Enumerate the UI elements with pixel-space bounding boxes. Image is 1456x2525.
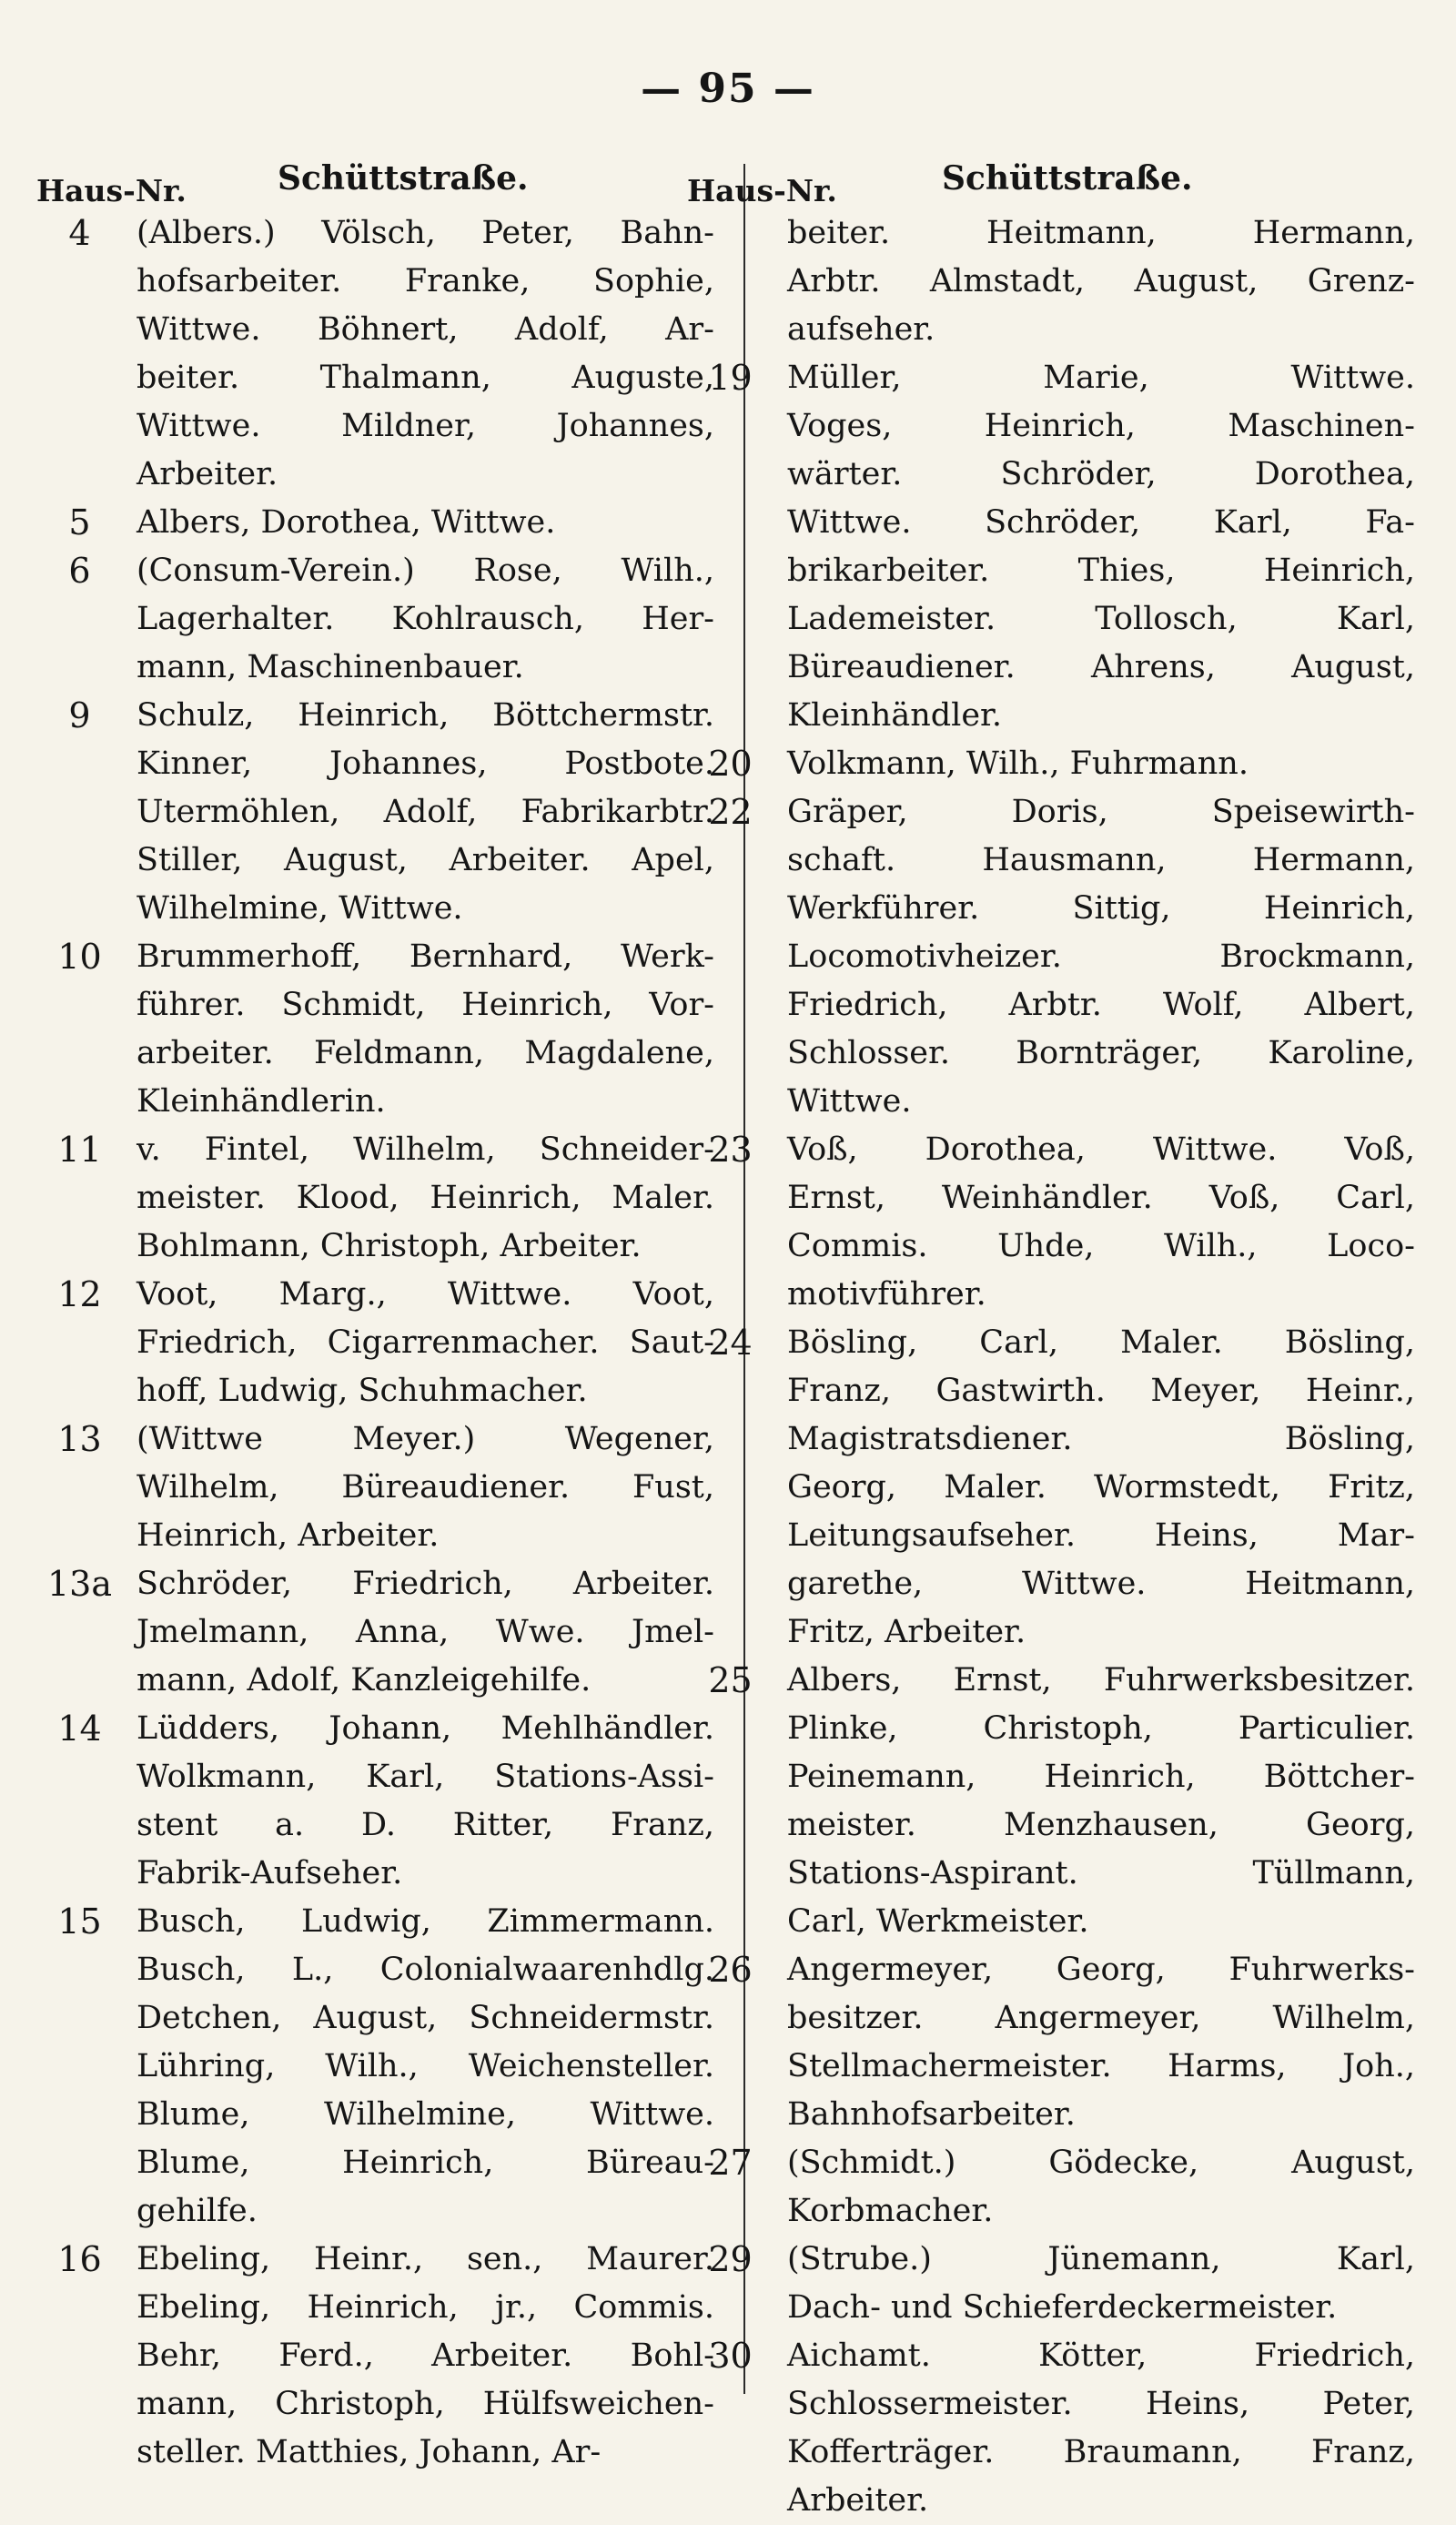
entry-line: Behr, Ferd., Arbeiter. Bohl- <box>136 2337 714 2374</box>
directory-entry <box>36 209 714 499</box>
directory-entry <box>36 1126 714 1271</box>
house-number: 9 <box>68 695 91 735</box>
house-number: 26 <box>708 1950 753 1990</box>
entry-line: Schulz, Heinrich, Böttchermstr. <box>136 697 714 734</box>
street-heading: Schüttstraße. <box>942 159 1193 198</box>
directory-entry <box>36 499 714 547</box>
entry-line: besitzer. Angermeyer, Wilhelm, <box>787 2000 1415 2036</box>
entry-line: Utermöhlen, Adolf, Fabrikarbtr. <box>136 794 714 830</box>
entry-line: Peinemann, Heinrich, Böttcher- <box>787 1759 1415 1795</box>
continuation-entry <box>687 209 1415 354</box>
entry-line: Wilhelmine, Wittwe. <box>136 890 463 927</box>
entry-line: Kleinhändlerin. <box>136 1083 386 1120</box>
entry-line: Korbmacher. <box>787 2193 994 2229</box>
directory-entry <box>36 692 714 933</box>
entry-line: Schlosser. Bornträger, Karoline, <box>787 1035 1415 1071</box>
entry-line: Busch, L., Colonialwaarenhdlg. <box>136 1952 714 1988</box>
entry-line: beiter. Thalmann, Auguste, <box>136 360 714 396</box>
entry-line: Commis. Uhde, Wilh., Loco- <box>787 1228 1415 1264</box>
directory-entry <box>36 1898 714 2236</box>
entry-line: Leitungsaufseher. Heins, Mar- <box>787 1517 1415 1554</box>
entry-line: garethe, Wittwe. Heitmann, <box>787 1566 1415 1602</box>
entry-line: hoff, Ludwig, Schuhmacher. <box>136 1373 588 1409</box>
directory-entry <box>687 1319 1415 1657</box>
entry-line: Kleinhändler. <box>787 697 1003 734</box>
entry-line: Georg, Maler. Wormstedt, Fritz, <box>787 1469 1415 1506</box>
entry-line: Wittwe. Böhnert, Adolf, Ar- <box>136 311 714 348</box>
house-number: 14 <box>57 1709 102 1749</box>
entry-line: beiter. Heitmann, Hermann, <box>787 215 1415 251</box>
entry-line: hofsarbeiter. Franke, Sophie, <box>136 263 714 299</box>
entry-line: Kinner, Johannes, Postbote. <box>136 745 714 782</box>
house-number-heading: Haus-Nr. <box>687 173 837 208</box>
house-number: 23 <box>708 1130 753 1170</box>
entry-line: Voß, Dorothea, Wittwe. Voß, <box>787 1131 1415 1168</box>
house-number: 30 <box>708 2336 753 2376</box>
directory-entry <box>687 740 1415 788</box>
house-number: 13a <box>46 1564 112 1604</box>
entry-line: mann, Adolf, Kanzleigehilfe. <box>136 1662 592 1699</box>
entry-line: Aichamt. Kötter, Friedrich, <box>787 2337 1415 2374</box>
entry-line: Voges, Heinrich, Maschinen- <box>787 408 1415 444</box>
entry-line: Fritz, Arbeiter. <box>787 1614 1026 1650</box>
house-number: 16 <box>57 2239 102 2279</box>
entry-line: (Consum-Verein.) Rose, Wilh., <box>136 553 714 589</box>
entry-line: Wilhelm, Büreaudiener. Fust, <box>136 1469 714 1506</box>
house-number: 20 <box>708 744 753 784</box>
entry-line: Lagerhalter. Kohlrausch, Her- <box>136 601 714 637</box>
entry-line: Dach- und Schieferdeckermeister. <box>787 2289 1338 2326</box>
entry-line: Stiller, August, Arbeiter. Apel, <box>136 842 714 878</box>
directory-entry <box>687 2139 1415 2236</box>
entry-line: meister. Klood, Heinrich, Maler. <box>136 1180 714 1216</box>
entry-line: Büreaudiener. Ahrens, August, <box>787 649 1415 685</box>
entry-line: Schröder, Friedrich, Arbeiter. <box>136 1566 714 1602</box>
directory-entry <box>36 933 714 1126</box>
directory-entry <box>687 1126 1415 1319</box>
left-column <box>36 155 714 2477</box>
house-number: 27 <box>708 2143 753 2183</box>
entry-line: mann, Christoph, Hülfsweichen- <box>136 2386 714 2422</box>
entry-line: Busch, Ludwig, Zimmermann. <box>136 1903 714 1940</box>
house-number: 15 <box>57 1901 102 1942</box>
entry-line: Fabrik-Aufseher. <box>136 1855 403 1891</box>
directory-entry <box>687 2332 1415 2525</box>
house-number: 6 <box>68 551 91 591</box>
entry-line: Friedrich, Arbtr. Wolf, Albert, <box>787 987 1415 1023</box>
entry-line: (Schmidt.) Gödecke, August, <box>787 2145 1415 2181</box>
entry-line: Carl, Werkmeister. <box>787 1903 1089 1940</box>
house-number: 22 <box>708 792 753 832</box>
entry-line: v. Fintel, Wilhelm, Schneider- <box>136 1131 714 1168</box>
directory-entry <box>36 1560 714 1705</box>
street-heading: Schüttstraße. <box>278 159 529 198</box>
house-number: 5 <box>68 502 91 543</box>
entry-line: Müller, Marie, Wittwe. <box>787 360 1415 396</box>
directory-entry <box>687 354 1415 740</box>
page-number: — 95 — <box>641 66 815 112</box>
right-entries <box>687 354 1415 2525</box>
entry-line: Ebeling, Heinrich, jr., Commis. <box>136 2289 714 2326</box>
entry-line: Angermeyer, Georg, Fuhrwerks- <box>787 1952 1415 1988</box>
entry-line: Gräper, Doris, Speisewirth- <box>787 794 1415 830</box>
entry-line: Detchen, August, Schneidermstr. <box>136 2000 714 2036</box>
entry-line: Blume, Heinrich, Büreau- <box>136 2145 714 2181</box>
entry-line: schaft. Hausmann, Hermann, <box>787 842 1415 878</box>
entry-line: Heinrich, Arbeiter. <box>136 1517 440 1554</box>
entry-line: arbeiter. Feldmann, Magdalene, <box>136 1035 714 1071</box>
entry-line: Lüdders, Johann, Mehlhändler. <box>136 1710 714 1747</box>
directory-entry <box>36 1415 714 1560</box>
entry-line: führer. Schmidt, Heinrich, Vor- <box>136 987 714 1023</box>
directory-entry <box>36 2236 714 2477</box>
entry-line: steller. Matthies, Johann, Ar- <box>136 2434 602 2470</box>
entry-line: Stations-Aspirant. Tüllmann, <box>787 1855 1415 1891</box>
entry-line: stent a. D. Ritter, Franz, <box>136 1807 714 1843</box>
directory-entry <box>687 2236 1415 2332</box>
directory-entry <box>36 1271 714 1415</box>
entry-line: Plinke, Christoph, Particulier. <box>787 1710 1415 1747</box>
house-number: 19 <box>708 358 753 398</box>
directory-entry <box>36 547 714 692</box>
entry-line: (Wittwe Meyer.) Wegener, <box>136 1421 714 1457</box>
house-number: 10 <box>57 937 102 977</box>
right-column <box>687 155 1415 2525</box>
entry-line: meister. Menzhausen, Georg, <box>787 1807 1415 1843</box>
entry-line: mann, Maschinenbauer. <box>136 649 524 685</box>
entry-line: wärter. Schröder, Dorothea, <box>787 456 1415 492</box>
entry-line: Wittwe. Schröder, Karl, Fa- <box>787 504 1415 541</box>
left-column-header <box>36 155 714 209</box>
entry-line: Bahnhofsarbeiter. <box>787 2096 1076 2133</box>
house-number: 24 <box>708 1323 753 1363</box>
entry-line: (Strube.) Jünemann, Karl, <box>787 2241 1415 2277</box>
directory-entry <box>687 1657 1415 1946</box>
house-number: 25 <box>708 1660 753 1700</box>
entry-line: brikarbeiter. Thies, Heinrich, <box>787 553 1415 589</box>
house-number: 11 <box>57 1130 102 1170</box>
entry-line: Volkmann, Wilh., Fuhrmann. <box>787 745 1249 782</box>
left-entries <box>36 209 714 2477</box>
entry-line: Arbeiter. <box>787 2482 929 2519</box>
entry-line: Albers, Dorothea, Wittwe. <box>136 504 556 541</box>
house-number-heading: Haus-Nr. <box>36 173 187 208</box>
entry-line: Arbtr. Almstadt, August, Grenz- <box>787 263 1415 299</box>
entry-line: Stellmachermeister. Harms, Joh., <box>787 2048 1415 2084</box>
entry-line: motivführer. <box>787 1276 986 1313</box>
directory-entry <box>687 1946 1415 2139</box>
entry-line: aufseher. <box>787 311 935 348</box>
house-number: 29 <box>708 2239 753 2279</box>
entry-line: Arbeiter. <box>136 456 278 492</box>
entry-line: Wittwe. Mildner, Johannes, <box>136 408 714 444</box>
entry-line: Ernst, Weinhändler. Voß, Carl, <box>787 1180 1415 1216</box>
entry-line: Friedrich, Cigarrenmacher. Saut- <box>136 1324 714 1361</box>
entry-line: Brummerhoff, Bernhard, Werk- <box>136 938 714 975</box>
house-number: 13 <box>57 1419 102 1459</box>
entry-line: Jmelmann, Anna, Wwe. Jmel- <box>136 1614 714 1650</box>
house-number: 12 <box>57 1274 102 1314</box>
entry-line: Franz, Gastwirth. Meyer, Heinr., <box>787 1373 1415 1409</box>
entry-line: Blume, Wilhelmine, Wittwe. <box>136 2096 714 2133</box>
entry-line: Voot, Marg., Wittwe. Voot, <box>136 1276 714 1313</box>
entry-line: gehilfe. <box>136 2193 258 2229</box>
entry-line: Magistratsdiener. Bösling, <box>787 1421 1415 1457</box>
entry-line: Wolkmann, Karl, Stations-Assi- <box>136 1759 714 1795</box>
entry-line: Schlossermeister. Heins, Peter, <box>787 2386 1415 2422</box>
entry-line: Albers, Ernst, Fuhrwerksbesitzer. <box>787 1662 1415 1699</box>
entry-line: Kofferträger. Braumann, Franz, <box>787 2434 1415 2470</box>
entry-line: Bohlmann, Christoph, Arbeiter. <box>136 1228 642 1264</box>
entry-line: Ebeling, Heinr., sen., Maurer. <box>136 2241 714 2277</box>
entry-line: Werkführer. Sittig, Heinrich, <box>787 890 1415 927</box>
entry-line: Lademeister. Tollosch, Karl, <box>787 601 1415 637</box>
entry-line: Wittwe. <box>787 1083 912 1120</box>
right-column-header <box>687 155 1415 209</box>
entry-line: Locomotivheizer. Brockmann, <box>787 938 1415 975</box>
entry-line: Lühring, Wilh., Weichensteller. <box>136 2048 714 2084</box>
entry-line: Bösling, Carl, Maler. Bösling, <box>787 1324 1415 1361</box>
directory-entry <box>687 788 1415 1126</box>
entry-line: (Albers.) Völsch, Peter, Bahn- <box>136 215 714 251</box>
house-number: 4 <box>68 213 91 253</box>
directory-entry <box>36 1705 714 1898</box>
